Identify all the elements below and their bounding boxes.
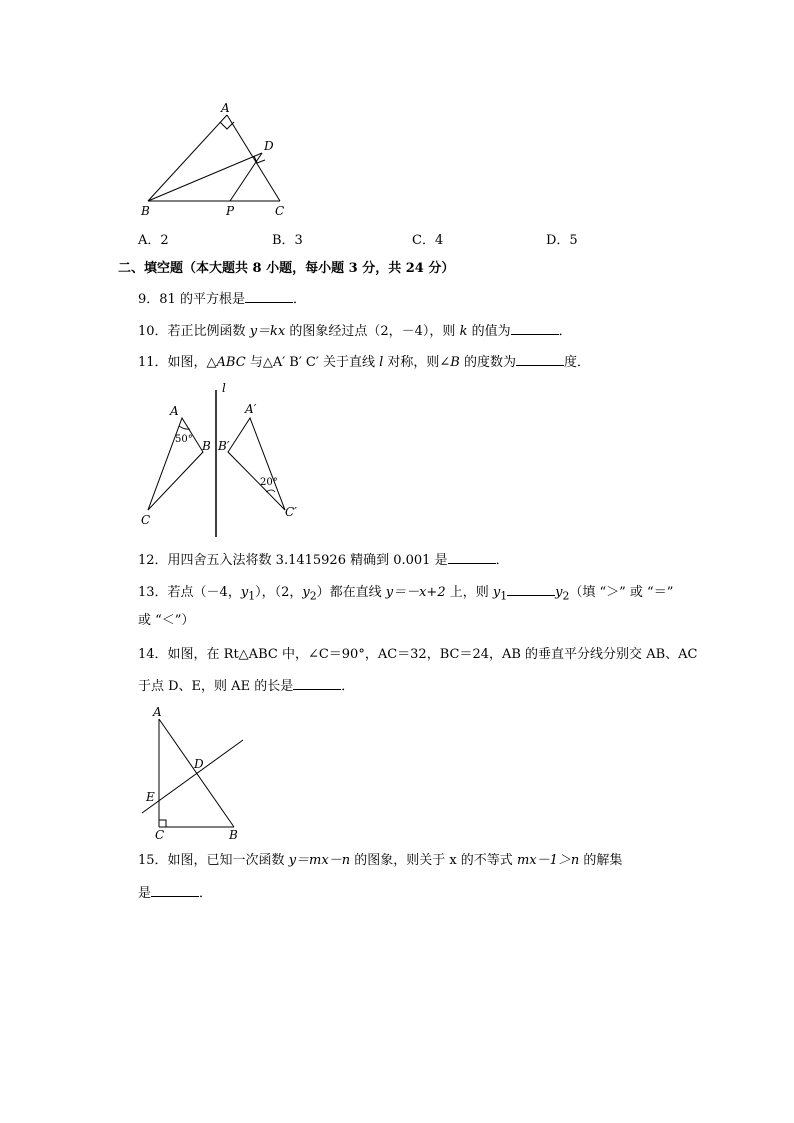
q13-sub2: 2 <box>309 589 317 603</box>
q10-mid: 的图象经过点（2，－4），则 <box>285 324 460 339</box>
question-13-line2: 或 “＜”） <box>138 613 195 628</box>
label-b: B <box>229 828 238 842</box>
triangle-abc <box>148 418 203 510</box>
label-e: E <box>146 790 155 804</box>
label-c: C <box>275 204 285 218</box>
answer-blank-9[interactable] <box>245 290 293 303</box>
question-10 <box>138 322 572 341</box>
label-b: B <box>202 439 211 453</box>
q11-mid: 与△A′ B′ C′ 关于直线 <box>245 355 380 370</box>
angle-label-20: 20° <box>260 477 278 488</box>
segment-ab <box>148 115 227 201</box>
q11-end: 度． <box>564 355 591 370</box>
q13-mid2: ）都在直线 <box>316 585 386 600</box>
label-d: D <box>194 757 204 771</box>
question-14-line2 <box>138 677 354 696</box>
answer-blank-11[interactable] <box>516 353 564 366</box>
q11-abc: ABC <box>216 355 246 370</box>
label-a: A <box>153 705 162 719</box>
q10-func: y＝kx <box>249 324 286 339</box>
answer-blank-10[interactable] <box>511 322 559 335</box>
question-12 <box>138 551 509 570</box>
question-15 <box>138 852 622 870</box>
section-title: 二、填空题（本大题共 8 小题，每小题 3 分，共 24 分） <box>118 261 455 276</box>
q15-func: y＝mx－n <box>288 853 351 868</box>
q13-y1: y <box>240 585 249 600</box>
q13-sub1b: 1 <box>500 589 508 603</box>
label-a: A <box>221 101 230 115</box>
q13-mid: ），（2， <box>255 585 303 600</box>
geometry-figure-q14 <box>138 703 258 843</box>
option-a: A．2 <box>138 233 169 248</box>
question-9 <box>138 290 306 309</box>
label-c: C <box>155 828 165 842</box>
q13-pre: 13．若点（－4， <box>138 585 241 600</box>
q13-post: （填 “＞” 或 “＝” <box>569 585 674 600</box>
question-15-line2 <box>138 884 212 903</box>
q11-post: 的度数为 <box>459 355 516 370</box>
segment-ac <box>227 115 280 201</box>
perpendicular-bisector <box>142 740 243 813</box>
q9-text: 9．81 的平方根是 <box>138 292 245 307</box>
q13-mid3: 上，则 <box>445 585 493 600</box>
q12-text: 12．用四舍五入法将数 3.1415926 精确到 0.001 是 <box>138 553 448 568</box>
right-angle-mark-c <box>159 820 166 827</box>
label-a: A <box>170 404 179 418</box>
q15-post: 的解集 <box>579 853 623 868</box>
q13-func: y＝－x+2 <box>385 585 446 600</box>
option-b: B．3 <box>272 233 303 248</box>
q15-ineq: mx－1＞n <box>516 853 580 868</box>
q15-end: ． <box>199 886 213 901</box>
angle-label-50: 50° <box>175 434 193 445</box>
q9-end: ． <box>292 292 306 307</box>
geometry-figure-q8 <box>130 100 310 225</box>
label-c: C <box>141 513 151 527</box>
triangle-abc-prime <box>228 418 285 510</box>
q13-y1b: y <box>492 585 501 600</box>
q10-post: 的值为 <box>467 324 511 339</box>
label-b: B <box>141 204 150 218</box>
q13-sub1: 1 <box>248 589 256 603</box>
q10-k: k <box>459 324 468 339</box>
q12-end: ． <box>495 553 509 568</box>
q13-y2: y <box>302 585 310 600</box>
answer-blank-15[interactable] <box>151 884 199 897</box>
q14-line2: 于点 D、E，则 AE 的长是 <box>138 679 294 694</box>
answer-blank-12[interactable] <box>448 551 496 564</box>
geometry-figure-q11 <box>135 380 315 540</box>
answer-blank-13[interactable] <box>507 583 555 596</box>
segment-bd <box>148 153 262 201</box>
q11-b: B <box>450 355 460 370</box>
q11-pre: 11．如图，△ <box>138 355 217 370</box>
q15-pre: 15．如图，已知一次函数 <box>138 853 289 868</box>
question-14: 14．如图，在 Rt△ABC 中，∠C＝90°，AC＝32，BC＝24，AB 的垂直平分线分别交 AB、AC <box>138 647 698 662</box>
q15-mid: 的图象，则关于 x 的不等式 <box>350 853 517 868</box>
label-p: P <box>226 204 235 218</box>
label-b-prime: B′ <box>218 439 230 453</box>
question-11 <box>138 353 590 372</box>
q11-l: l <box>379 355 384 370</box>
q14-end: ． <box>341 679 355 694</box>
label-line-l: l <box>222 381 226 395</box>
q13-y2b: y <box>555 585 563 600</box>
question-13 <box>138 583 673 606</box>
label-a-prime: A′ <box>245 402 257 416</box>
q13-sub2b: 2 <box>562 589 570 603</box>
option-c: C．4 <box>412 233 444 248</box>
label-d: D <box>264 139 274 153</box>
q10-pre: 10．若正比例函数 <box>138 324 250 339</box>
option-d: D．5 <box>546 233 578 248</box>
q15-line2: 是 <box>138 886 152 901</box>
q11-mid2: 对称，则∠ <box>383 355 451 370</box>
label-c-prime: C′ <box>285 505 297 519</box>
answer-blank-14[interactable] <box>293 677 341 690</box>
q10-end: ． <box>558 324 572 339</box>
